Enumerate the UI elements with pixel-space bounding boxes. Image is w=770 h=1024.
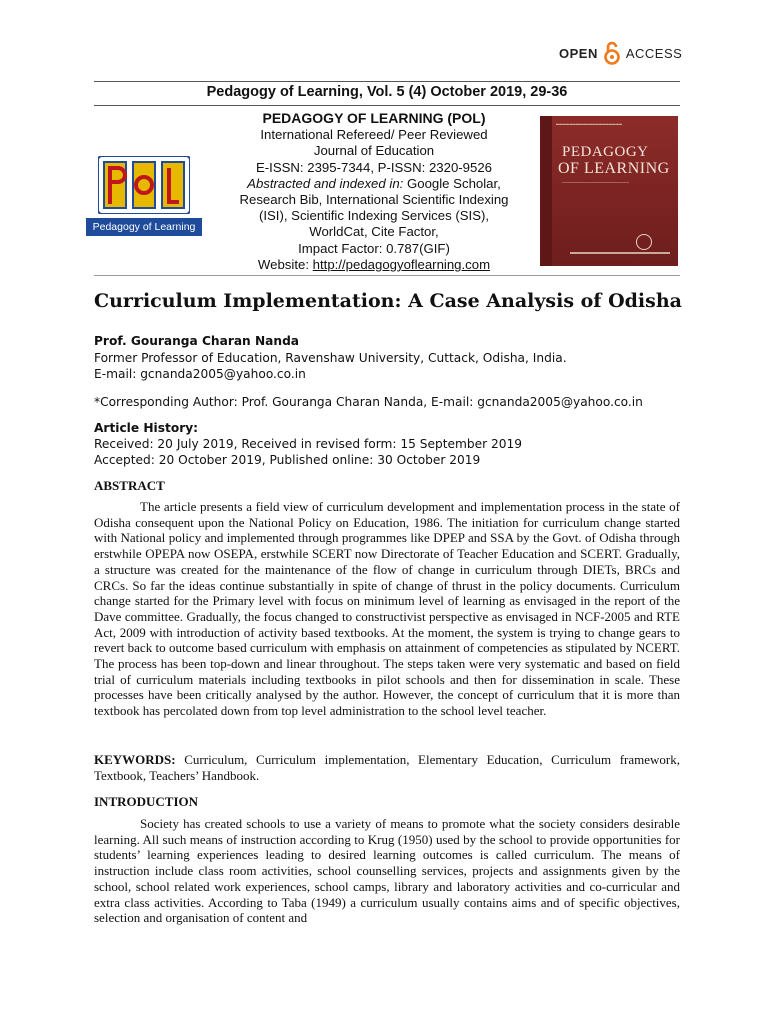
paper-title: Curriculum Implementation: A Case Analysis of Odisha <box>94 290 682 312</box>
indexed-first: Google Scholar, <box>403 175 501 191</box>
author-affiliation: Former Professor of Education, Ravenshaw University, Cuttack, Odisha, India. <box>94 351 567 365</box>
journal-info-line: International Refereed/ Peer Reviewed <box>260 127 488 143</box>
journal-impact-factor: Impact Factor: 0.787(GIF) <box>298 240 450 256</box>
journal-issn: E-ISSN: 2395-7344, P-ISSN: 2320-9526 <box>255 159 493 175</box>
journal-website <box>212 257 536 273</box>
author-email: E-mail: gcnanda2005@yahoo.co.in <box>94 367 306 381</box>
open-lock-icon <box>602 41 622 65</box>
author-name: Prof. Gouranga Charan Nanda <box>94 334 300 348</box>
article-history-received: Received: 20 July 2019, Received in revised form: 15 September 2019 <box>94 437 523 451</box>
open-access-access-label: ACCESS <box>625 45 683 61</box>
journal-citation: Pedagogy of Learning, Vol. 5 (4) October 2019, 29-36 <box>206 84 568 100</box>
keywords <box>94 752 680 783</box>
pol-logo <box>86 144 202 242</box>
journal-info <box>212 110 536 273</box>
article-history-heading: Article History: <box>94 421 199 435</box>
journal-info-line: Journal of Education <box>313 143 435 159</box>
journal-cover-image <box>540 116 678 266</box>
open-access-badge <box>559 40 682 66</box>
website-label: Website: <box>257 256 313 272</box>
cover-emblem-icon <box>636 234 652 250</box>
cover-title-word2: OF LEARNING <box>558 160 670 177</box>
website-link[interactable]: http://pedagogyoflearning.com <box>312 256 491 272</box>
cover-spine <box>540 116 552 266</box>
header-rule-middle <box>94 105 680 106</box>
cover-header-strip: ━━━━━━━━━━━━━━━━━━━━ <box>556 122 623 128</box>
cover-subtitle-strip: ───────────────────── <box>562 180 629 185</box>
cover-footer-strip <box>570 252 670 254</box>
keywords-list: Curriculum, Curriculum implementation, Elementary Education, Curriculum framework, Textbook, Teachers’ Handbook. <box>94 752 680 783</box>
corresponding-author: *Corresponding Author: Prof. Gouranga Charan Nanda, E-mail: gcnanda2005@yahoo.co.in <box>94 395 643 409</box>
header-rule-top <box>94 81 680 82</box>
journal-info-line: (ISI), Scientific Indexing Services (SIS), <box>258 208 490 224</box>
introduction-text: Society has created schools to use a variety of means to promote what the society considers desirable learning. All such means of instruction according to Krug (1950) used by the school to provide opportunities for students’ learning experiences leading to desired learning outcomes is called curriculum. The means of instruction include class room activities, school counselling services, projects and assignments given by the school, school related work experiences, school camps, library and laboratory activities and co-curricular and extra class activities. According to Taba (1949) a curriculum usually contains aims and of specific objectives, selection and organisation of content and <box>94 816 680 926</box>
indexed-label: Abstracted and indexed in: <box>247 175 404 191</box>
keywords-label: KEYWORDS: <box>94 752 176 767</box>
article-history-accepted: Accepted: 20 October 2019, Published online: 30 October 2019 <box>94 453 481 467</box>
journal-info-line: WorldCat, Cite Factor, <box>309 224 439 240</box>
abstract-heading: ABSTRACT <box>94 478 165 493</box>
journal-indexing <box>212 176 536 192</box>
open-access-open-label: OPEN <box>559 45 598 61</box>
journal-info-line: Research Bib, International Scientific Indexing <box>239 192 509 208</box>
journal-name: PEDAGOGY OF LEARNING (POL) <box>262 110 486 126</box>
pol-logo-icon <box>98 156 190 214</box>
cover-title-word1: PEDAGOGY <box>562 144 649 160</box>
introduction-heading: INTRODUCTION <box>94 794 199 809</box>
header-rule-bottom <box>94 275 680 276</box>
pol-logo-caption: Pedagogy of Learning <box>86 218 202 236</box>
abstract-text: The article presents a field view of curriculum development and implementation process in the state of Odisha consequent upon the National Policy on Education, 1986. The initiation for curriculum change started with National policy and implemented through programmes like DPEP and SSA by the Govt. of Odisha through erstwhile OPEPA now OSEPA, erstwhile SCERT now Directorate of Teacher Education and SCERT. Gradually, a structure was created for the maintenance of the flow of change in curriculum through DIETs, BRCs and CRCs. So far the ideas continue substantially in spite of change of thrust in the policy documents. Curriculum change started for the Primary level with focus on minimum level of learning as envisaged in the report of the Dave committee. Gradually, the focus changed to constructivist perspective as envisaged in NCF-2005 and RTE Act, 2009 with introduction of activity based textbooks. At the moment, the system is trying to change gears to revert back to outcome based curriculum with emphasis on attainment of competencies as stipulated by NCERT. The process has been top-down and linear throughout. The steps taken were very systematic and based on field trial of curriculum materials including textbooks in pilot schools and then for dissemination in scale. These processes have been critically analysed by the author. However, the concept of curriculum that it is more than textbook has percolated down from top level administration to the school level teacher. <box>94 499 680 719</box>
